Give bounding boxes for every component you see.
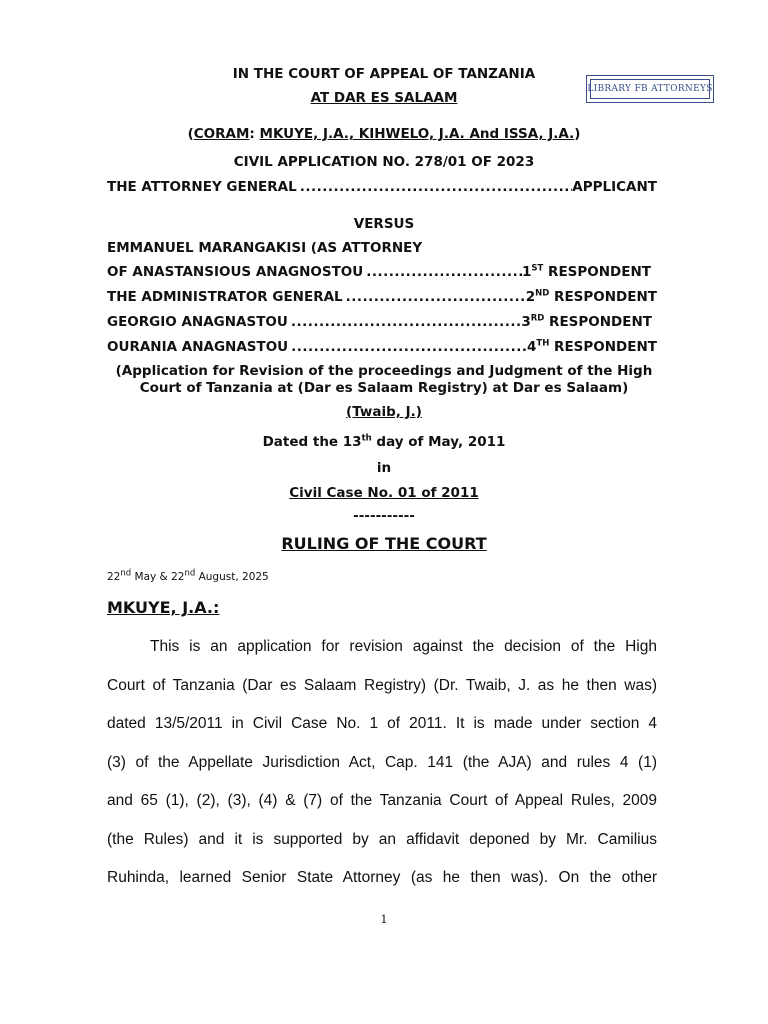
respondent-role: RESPONDENT: [554, 289, 657, 305]
respondent-role: RESPONDENT: [554, 339, 657, 355]
trial-judge: (Twaib, J.): [346, 404, 422, 420]
court-location: AT DAR ES SALAAM: [310, 90, 458, 106]
page-number: 1: [380, 913, 388, 926]
versus-label: VERSUS: [353, 216, 415, 232]
application-description-line1: (Application for Revision of the proceedings and Judgment of the High: [115, 363, 653, 379]
coram-label: CORAM: [193, 126, 250, 142]
body-line: dated 13/5/2011 in Civil Case No. 1 of 2011. It is made under section 4: [107, 715, 657, 732]
civil-case-number: Civil Case No. 01 of 2011: [289, 485, 479, 501]
respondent-role: RESPONDENT: [548, 264, 651, 280]
in-label: in: [376, 460, 392, 476]
body-line: Court of Tanzania (Dar es Salaam Registry) (Dr. Twaib, J. as he then was): [107, 677, 657, 694]
body-line: (3) of the Appellate Jurisdiction Act, Cap. 141 (the AJA) and rules 4 (1): [107, 754, 657, 771]
body-line: This is an application for revision against the decision of the High: [150, 638, 657, 655]
library-stamp-text: LIBRARY FB ATTORNEYS: [587, 84, 713, 94]
respondent-name: OF ANASTANSIOUS ANAGNOSTOU: [107, 264, 364, 280]
coram-judges: MKUYE, J.A., KIHWELO, J.A. And ISSA, J.A.: [259, 126, 575, 142]
respondent-line: [107, 240, 657, 256]
respondent-name: GEORGIO ANAGNASTOU: [107, 314, 288, 330]
dated-line: Dated the 13th day of May, 2011: [262, 433, 506, 450]
applicant-name: THE ATTORNEY GENERAL: [107, 179, 297, 195]
body-line: (the Rules) and it is supported by an affidavit deponed by Mr. Camilius: [107, 831, 657, 848]
court-name: IN THE COURT OF APPEAL OF TANZANIA: [232, 66, 536, 82]
respondent-line: GEORGIO ANAGNASTOU ..... 3RD RESPONDENT: [107, 314, 652, 330]
ruling-title: RULING OF THE COURT: [281, 534, 487, 553]
respondent-line: THE ADMINISTRATOR GENERAL ..... 2ND RESPONDENT: [107, 289, 657, 305]
applicant-role: APPLICANT: [572, 179, 657, 195]
body-line: Ruhinda, learned Senior State Attorney (as he then was). On the other: [107, 869, 657, 886]
respondent-name: THE ADMINISTRATOR GENERAL: [107, 289, 343, 305]
respondent-name: EMMANUEL MARANGAKISI (AS ATTORNEY: [107, 240, 423, 256]
respondent-name: OURANIA ANAGNASTOU: [107, 339, 289, 355]
respondent-line: OF ANASTANSIOUS ANAGNOSTOU ..... 1ST RESPONDENT: [107, 264, 651, 280]
library-stamp: [586, 75, 714, 103]
author-heading: MKUYE, J.A.:: [107, 598, 220, 617]
respondent-role: RESPONDENT: [549, 314, 652, 330]
respondent-line: OURANIA ANAGNASTOU ..... 4TH RESPONDENT: [107, 339, 657, 355]
coram-line: (CORAM: MKUYE, J.A., KIHWELO, J.A. And ISSA, J.A.): [187, 126, 581, 142]
hearing-dates: 22nd May & 22nd August, 2025: [107, 568, 269, 583]
applicant-line: [107, 179, 657, 195]
body-line: and 65 (1), (2), (3), (4) & (7) of the Tanzania Court of Appeal Rules, 2009: [107, 792, 657, 809]
application-number: CIVIL APPLICATION NO. 278/01 OF 2023: [233, 154, 535, 170]
application-description-line2: Court of Tanzania at (Dar es Salaam Registry) at Dar es Salaam): [139, 380, 629, 396]
separator-dashes: -----------: [353, 508, 415, 524]
